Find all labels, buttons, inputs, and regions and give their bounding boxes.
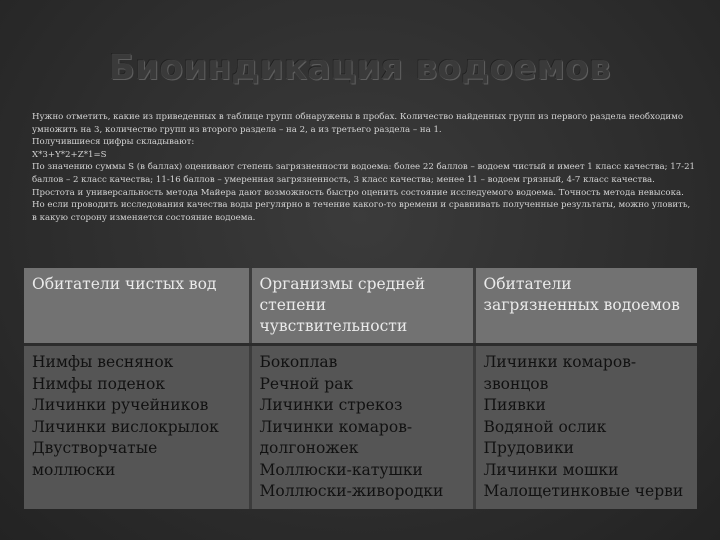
list-item: Бокоплав xyxy=(259,353,338,371)
table-header-row xyxy=(24,268,697,345)
slide-title: Биоиндикация водоемов xyxy=(108,48,612,88)
intro-paragraph: Получившиеся цифры складывают: xyxy=(32,137,195,148)
list-item: Личинки мошки xyxy=(483,460,619,479)
list-item: Пиявки xyxy=(483,396,546,414)
list-item: Личинки комаров-долгоножек xyxy=(259,417,413,457)
organisms-table xyxy=(24,268,697,509)
cell-clean-water xyxy=(24,345,250,509)
list-item: Личинки стрекоз xyxy=(259,396,403,414)
header-polluted-water: Обитатели загрязненных водоемов xyxy=(474,268,697,345)
intro-paragraph: Простота и универсальность метода Майера дают возможность быстро оценить состояние исследуемого водоема. Точность метода невысока. Но если проводить исследования качества воды регулярно в течение какого-то времени и сравнивать полученные результаты, можно уловить, в какую сторону изменяется состояние водоема. xyxy=(32,187,691,223)
cell-medium-sensitivity xyxy=(250,345,474,509)
list-item: Нимфы веснянок xyxy=(32,353,174,371)
list-item: Моллюски-живородки xyxy=(259,482,444,500)
intro-text xyxy=(32,111,696,224)
cell-polluted-water xyxy=(474,345,697,509)
table-row xyxy=(24,345,697,509)
list-item: Личинки вислокрылок xyxy=(32,417,219,436)
list-item: Моллюски-катушки xyxy=(259,460,423,479)
list-item: Малощетинковые черви xyxy=(483,482,684,500)
list-item: Личинки ручейников xyxy=(32,396,209,414)
list-item: Прудовики xyxy=(483,439,575,457)
list-item: Водяной ослик xyxy=(483,417,607,436)
header-medium-sensitivity: Организмы средней степени чувствительности xyxy=(250,268,474,345)
list-item: Речной рак xyxy=(259,374,354,393)
list-item: Нимфы поденок xyxy=(32,374,166,393)
formula: X*3+Y*2+Z*1=S xyxy=(32,149,107,160)
list-item: Личинки комаров-звонцов xyxy=(483,353,637,393)
list-item: Двустворчатые моллюски xyxy=(32,439,158,479)
header-clean-water: Обитатели чистых вод xyxy=(24,268,250,345)
intro-paragraph: По значению суммы S (в баллах) оценивают степень загрязненности водоема: более 22 баллов – водоем чистый и имеет 1 класс качества; 17-21 баллов – 2 класс качества; 11-16 баллов – умеренная загрязненность, 3 класс качества; менее 11 – водоем грязный, 4-7 класс качества. xyxy=(32,162,696,185)
intro-paragraph: Нужно отметить, какие из приведенных в таблице групп обнаружены в пробах. Количество найденных групп из первого раздела необходимо умножить на 3, количество групп из второго раздела – на 2, а из третьего раздела – на 1. xyxy=(32,112,683,135)
